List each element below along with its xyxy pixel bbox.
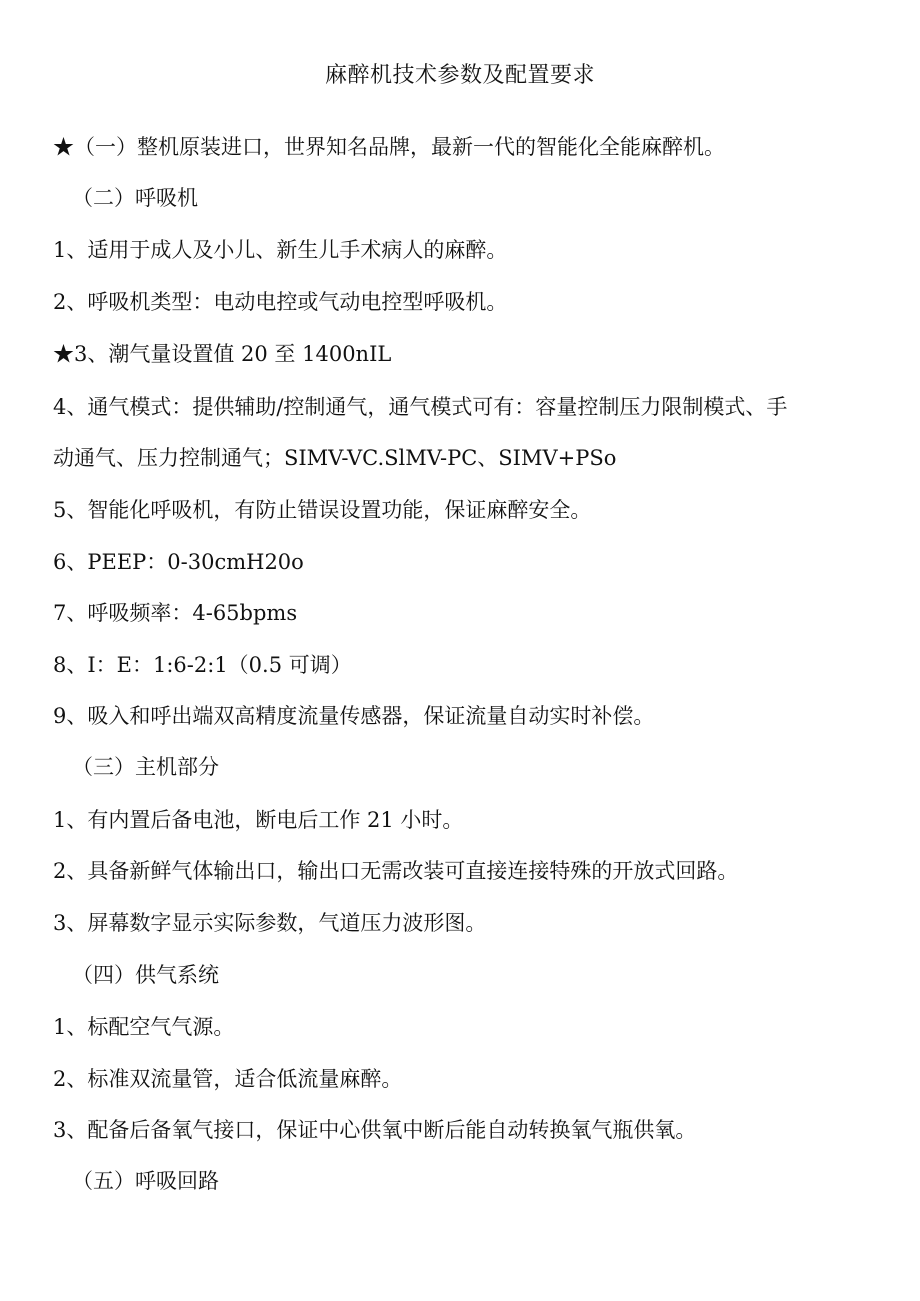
ventilator-item-9: 9、吸入和呼出端双高精度流量传感器，保证流量自动实时补偿。 [53, 704, 655, 728]
item-1-brand: ★（一）整机原装进口，世界知名品牌，最新一代的智能化全能麻醉机。 [53, 135, 725, 159]
ventilator-item-5: 5、智能化呼吸机，有防止错误设置功能，保证麻醉安全。 [53, 498, 592, 522]
section-heading-breathing-circuit: （五）呼吸回路 [72, 1169, 219, 1193]
ventilator-item-7: 7、呼吸频率：4-65bpms [53, 601, 298, 625]
ventilator-item-8: 8、I：E：1:6-2:1（0.5 可调） [53, 653, 352, 677]
ventilator-item-4: 4、通气模式：提供辅助/控制通气，通气模式可有：容量控制压力限制模式、手 [53, 395, 788, 419]
main-unit-item-1: 1、有内置后备电池，断电后工作 21 小时。 [53, 808, 464, 832]
ventilator-item-6: 6、PEEP：0-30cmH20o [53, 550, 304, 574]
gas-supply-item-1: 1、标配空气气源。 [53, 1015, 235, 1039]
main-unit-item-2: 2、具备新鲜气体输出口，输出口无需改装可直接连接特殊的开放式回路。 [53, 859, 739, 883]
document-title: 麻醉机技术参数及配置要求 [324, 63, 595, 88]
gas-supply-item-3: 3、配备后备氧气接口，保证中心供氧中断后能自动转换氧气瓶供氧。 [53, 1118, 697, 1142]
ventilator-item-1: 1、适用于成人及小儿、新生儿手术病人的麻醉。 [53, 238, 508, 262]
ventilator-item-3: ★3、潮气量设置值 20 至 1400nIL [53, 342, 392, 366]
section-heading-ventilator: （二）呼吸机 [72, 186, 198, 210]
section-heading-main-unit: （三）主机部分 [72, 755, 219, 779]
main-unit-item-3: 3、屏幕数字显示实际参数，气道压力波形图。 [53, 911, 487, 935]
ventilator-item-4-continued: 动通气、压力控制通气；SIMV-VC.SlMV-PC、SIMV+PSo [53, 446, 617, 470]
ventilator-item-2: 2、呼吸机类型：电动电控或气动电控型呼吸机。 [53, 290, 508, 314]
gas-supply-item-2: 2、标准双流量管，适合低流量麻醉。 [53, 1067, 403, 1091]
section-heading-gas-supply: （四）供气系统 [72, 963, 219, 987]
